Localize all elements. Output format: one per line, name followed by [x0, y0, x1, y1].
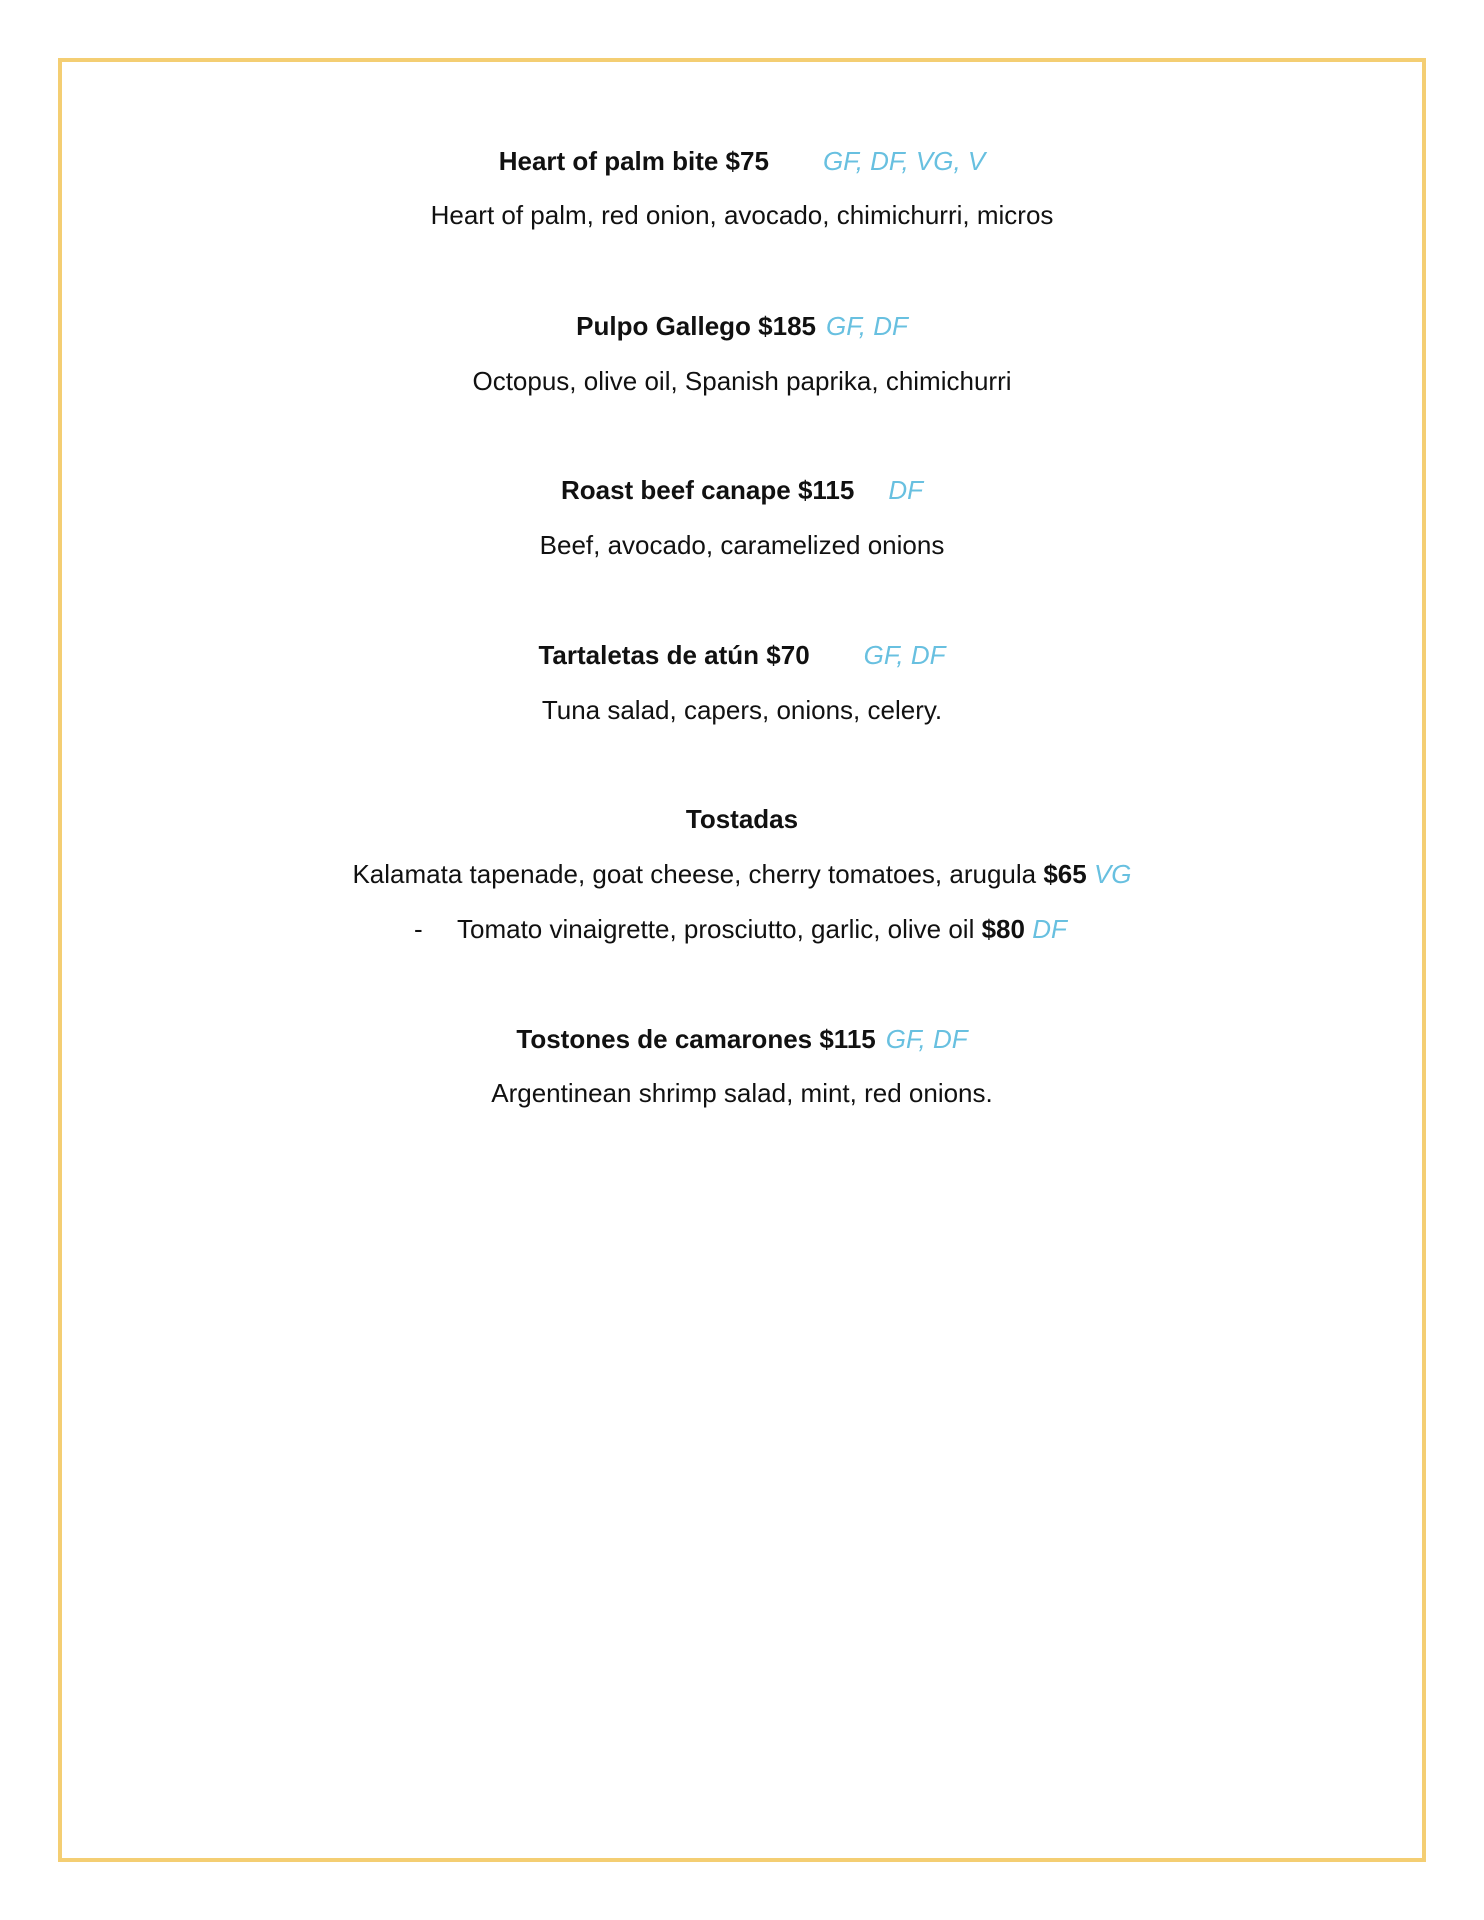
- menu-item-title: [58, 144, 1426, 178]
- menu-item-description: Argentinean shrimp salad, mint, red onions.: [491, 1078, 993, 1108]
- tostadas-option: [58, 857, 1426, 891]
- dietary-tags: GF, DF: [885, 1024, 968, 1054]
- menu-item-title: [58, 638, 1426, 672]
- menu-item-description: Octopus, olive oil, Spanish paprika, chimichurri: [472, 366, 1012, 396]
- option-text: Kalamata tapenade, goat cheese, cherry tomatoes, arugula: [352, 859, 1037, 889]
- bullet-dash: -: [414, 914, 423, 944]
- tostadas-title: Tostadas: [685, 804, 799, 834]
- dietary-tags: DF: [1032, 914, 1067, 944]
- option-price: $80: [981, 914, 1025, 944]
- menu-item-description: Tuna salad, capers, onions, celery.: [541, 695, 943, 725]
- option-text: Tomato vinaigrette, prosciutto, garlic, olive oil: [457, 914, 975, 944]
- menu-item-title: [58, 309, 1426, 343]
- item-title-text: Roast beef canape $115: [560, 475, 855, 505]
- item-title-text: Pulpo Gallego $185: [576, 311, 816, 341]
- dietary-tags: DF: [888, 475, 924, 505]
- dietary-tags: GF, DF, VG, V: [822, 146, 986, 176]
- dietary-tags: GF, DF: [863, 640, 946, 670]
- option-price: $65: [1043, 859, 1087, 889]
- menu-item-title: [58, 1022, 1426, 1056]
- menu-item-description: Heart of palm, red onion, avocado, chimichurri, micros: [430, 200, 1054, 230]
- option-line: [457, 912, 1067, 946]
- item-title-text: Tartaletas de atún $70: [538, 640, 810, 670]
- dietary-tags: GF, DF: [826, 311, 908, 341]
- menu-item-title: [58, 473, 1426, 507]
- item-title-text: Tostones de camarones $115: [516, 1024, 876, 1054]
- dietary-tags: VG: [1093, 859, 1132, 889]
- menu-item-description: Beef, avocado, caramelized onions: [539, 530, 945, 560]
- item-title-text: Heart of palm bite $75: [498, 146, 769, 176]
